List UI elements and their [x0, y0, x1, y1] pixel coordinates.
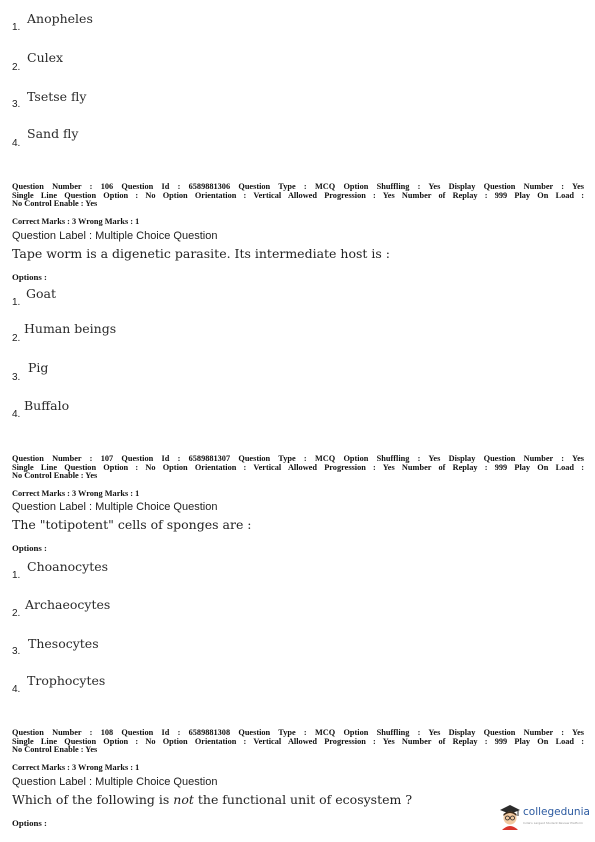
question-text-emphasis: not — [173, 792, 194, 807]
option-text: Pig — [28, 360, 49, 375]
option-number: 1. — [12, 22, 21, 33]
option-number: 1. — [12, 297, 21, 308]
option-number: 1. — [12, 570, 21, 581]
option-text: Buffalo — [24, 398, 70, 413]
option-number: 2. — [12, 62, 21, 73]
options-heading: Options : — [12, 818, 47, 828]
option-text: Sand fly — [27, 126, 79, 141]
question-label: Question Label : Multiple Choice Question — [12, 501, 218, 513]
student-mascot-icon — [498, 804, 522, 830]
option-text: Anopheles — [27, 11, 93, 26]
metadata-line: No Control Enable : Yes — [12, 471, 98, 481]
question-text — [12, 792, 412, 807]
metadata-line: No Control Enable : Yes — [12, 745, 98, 755]
logo-tagline: India's Largest Student Review Platform — [523, 821, 583, 825]
question-text: Tape worm is a digenetic parasite. Its intermediate host is : — [12, 246, 391, 261]
option-text: Tsetse fly — [27, 89, 87, 104]
question-metadata — [12, 455, 584, 481]
option-number: 2. — [12, 608, 21, 619]
options-heading: Options : — [12, 543, 47, 553]
marks-line: Correct Marks : 3 Wrong Marks : 1 — [12, 217, 140, 226]
option-text: Trophocytes — [27, 673, 106, 688]
option-text: Archaeocytes — [25, 597, 111, 612]
marks-line: Correct Marks : 3 Wrong Marks : 1 — [12, 489, 140, 498]
metadata-line: Single Line Question Option : No Option Orientation : Vertical Allowed Progression : Yes Number of Replay : 999 Play On Load : — [12, 736, 584, 746]
collegedunia-logo — [498, 802, 590, 832]
option-text: Thesocytes — [28, 636, 99, 651]
option-number: 3. — [12, 372, 21, 383]
question-label: Question Label : Multiple Choice Question — [12, 776, 218, 788]
metadata-line: No Control Enable : Yes — [12, 199, 98, 209]
metadata-line: Question Number : 107 Question Id : 6589881307 Question Type : MCQ Option Shuffling : Yes Display Question Number : Yes — [12, 454, 584, 463]
logo-name: collegedunia — [523, 806, 590, 818]
option-number: 3. — [12, 646, 21, 657]
question-text: The "totipotent" cells of sponges are : — [12, 517, 252, 532]
option-number: 3. — [12, 99, 21, 110]
metadata-line: Question Number : 106 Question Id : 6589881306 Question Type : MCQ Option Shuffling : Yes Display Question Number : Yes — [12, 182, 584, 191]
metadata-line: Question Number : 108 Question Id : 6589881308 Question Type : MCQ Option Shuffling : Yes Display Question Number : Yes — [12, 728, 584, 737]
option-text: Choanocytes — [27, 559, 109, 574]
question-text-part: the functional unit of ecosystem ? — [193, 792, 413, 807]
question-metadata — [12, 183, 584, 209]
option-text: Goat — [26, 286, 56, 301]
option-number: 4. — [12, 138, 21, 149]
metadata-line: Single Line Question Option : No Option Orientation : Vertical Allowed Progression : Yes Number of Replay : 999 Play On Load : — [12, 462, 584, 472]
option-text: Culex — [27, 50, 64, 65]
metadata-line: Single Line Question Option : No Option Orientation : Vertical Allowed Progression : Yes Number of Replay : 999 Play On Load : — [12, 190, 584, 200]
question-label: Question Label : Multiple Choice Question — [12, 230, 218, 242]
option-number: 4. — [12, 684, 21, 695]
options-heading: Options : — [12, 272, 47, 282]
marks-line: Correct Marks : 3 Wrong Marks : 1 — [12, 763, 140, 772]
option-number: 2. — [12, 333, 21, 344]
question-text-part: Which of the following is — [12, 792, 174, 807]
option-text: Human beings — [24, 321, 117, 336]
question-metadata — [12, 729, 584, 755]
option-number: 4. — [12, 409, 21, 420]
